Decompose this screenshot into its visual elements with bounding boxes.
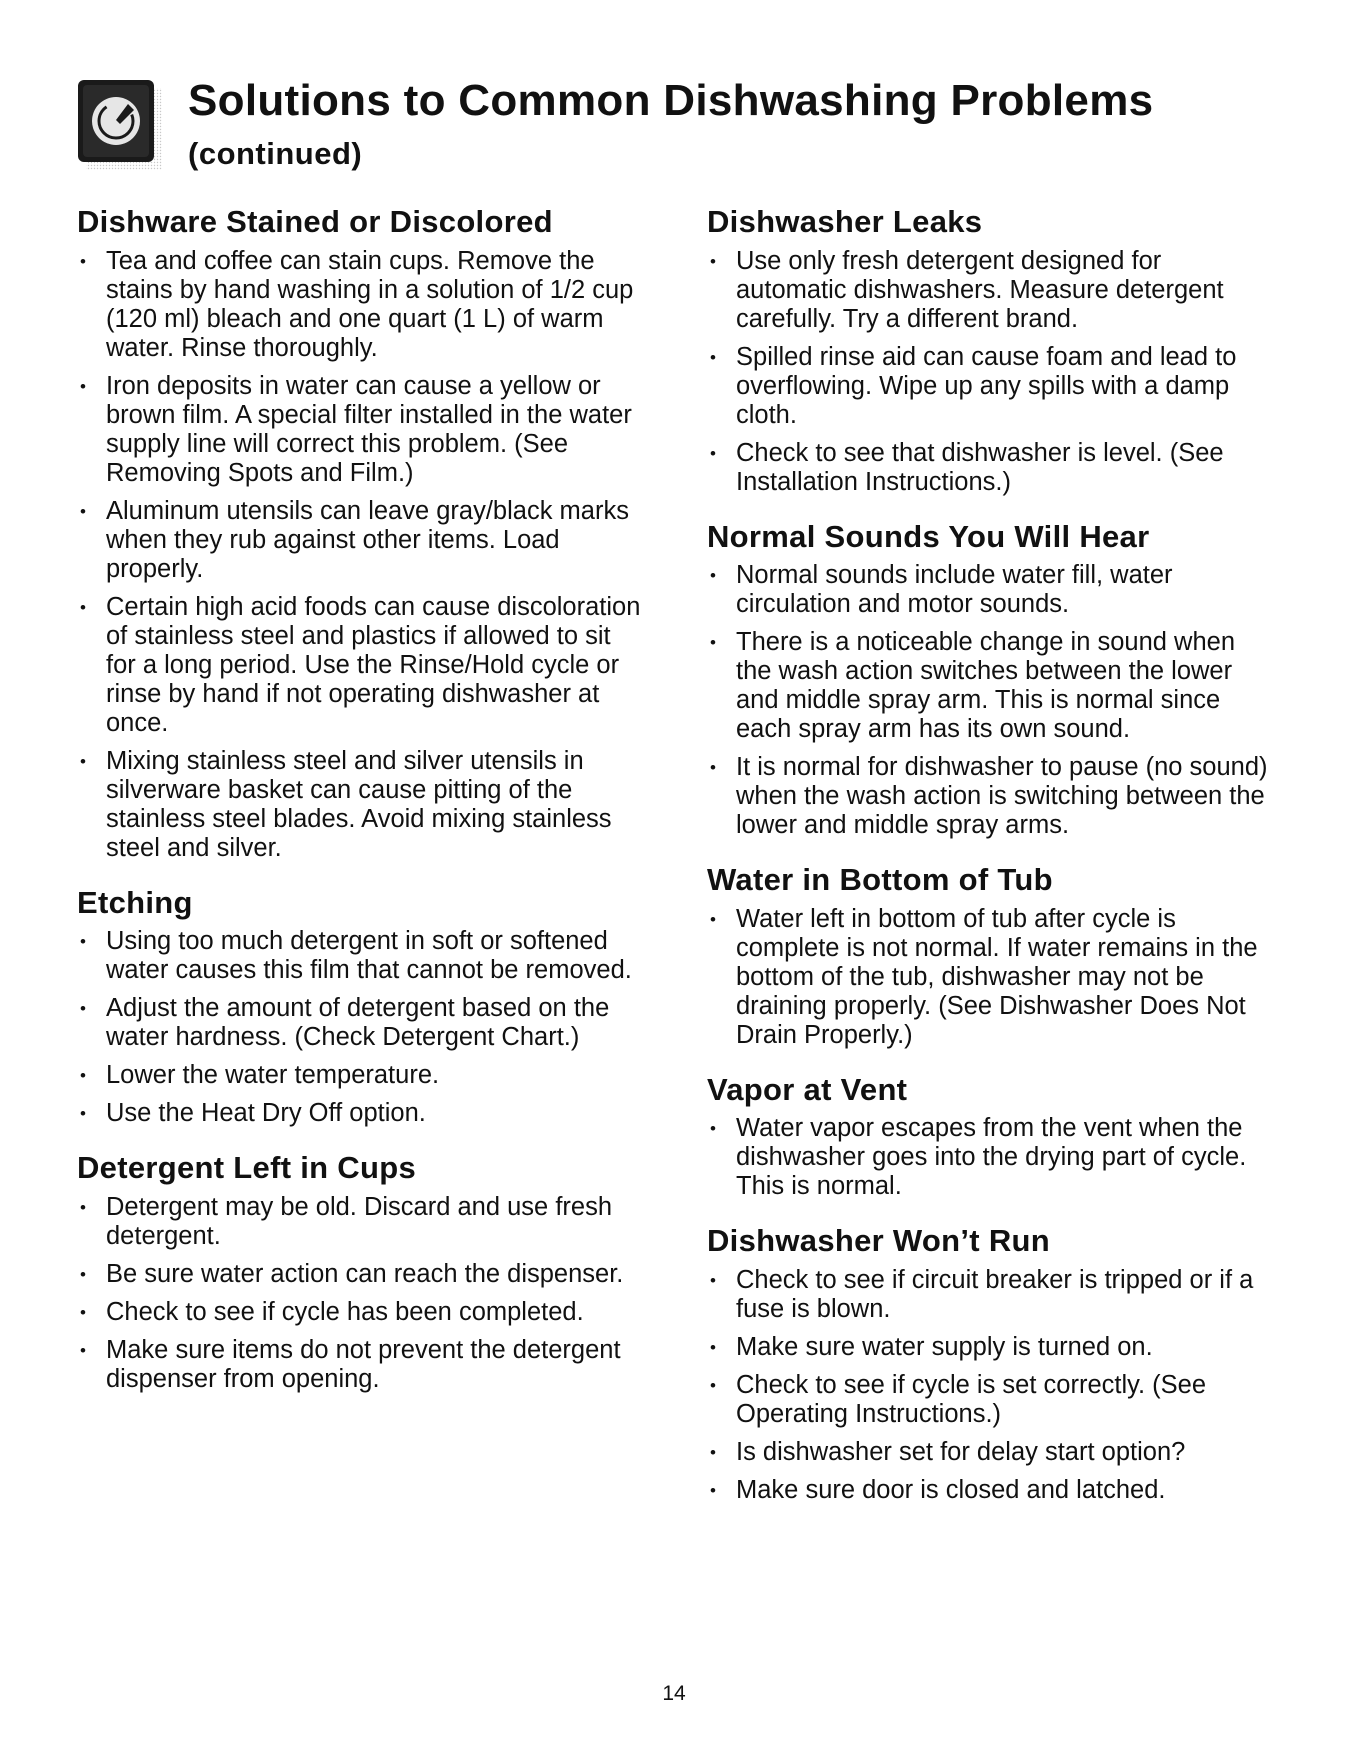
list-item: • Make sure door is closed and latched.: [707, 1476, 1277, 1505]
section-dishware-stained: [77, 204, 647, 863]
list-item: • Check to see if circuit breaker is tripped or if a fuse is blown.: [707, 1266, 1277, 1324]
bullet-list: [77, 1193, 647, 1394]
section-title: Etching: [77, 884, 193, 920]
list-item: • Make sure water supply is turned on.: [707, 1333, 1277, 1362]
section-vapor-at-vent: [707, 1072, 1277, 1202]
section-title: Detergent Left in Cups: [77, 1150, 417, 1186]
list-item: • Mixing stainless steel and silver utensils in silverware basket can cause pitting of the stainless steel blades. Avoid mixing stainless steel and silver.: [77, 747, 647, 863]
bullet-list: [77, 247, 647, 863]
list-item: • It is normal for dishwasher to pause (no sound) when the wash action is switching between the lower and middle spray arms.: [707, 753, 1277, 840]
section-detergent-left: [77, 1150, 647, 1394]
troubleshooting-icon: [78, 80, 162, 170]
section-normal-sounds: [707, 519, 1277, 841]
list-item: • Detergent may be old. Discard and use fresh detergent.: [77, 1193, 647, 1251]
bullet-list: [707, 247, 1277, 497]
list-item: • Adjust the amount of detergent based on the water hardness. (Check Detergent Chart.): [77, 994, 647, 1052]
bullet-list: [707, 1114, 1277, 1201]
section-title: Vapor at Vent: [707, 1071, 908, 1107]
section-title: Dishwasher Won’t Run: [707, 1223, 1051, 1259]
section-etching: [77, 885, 647, 1129]
page-number: 14: [662, 1682, 686, 1705]
list-item: • Use only fresh detergent designed for automatic dishwashers. Measure detergent carefully. Try a different brand.: [707, 247, 1277, 334]
list-item: • Make sure items do not prevent the detergent dispenser from opening.: [77, 1336, 647, 1394]
list-item: • Water vapor escapes from the vent when the dishwasher goes into the drying part of cycle. This is normal.: [707, 1114, 1277, 1201]
section-title: Dishware Stained or Discolored: [77, 204, 553, 239]
list-item: • Check to see if cycle is set correctly. (See Operating Instructions.): [707, 1371, 1277, 1429]
list-item: • Iron deposits in water can cause a yellow or brown film. A special filter installed in the water supply line will correct this problem. (See Removing Spots and Film.): [77, 372, 647, 488]
list-item: • Check to see that dishwasher is level. (See Installation Instructions.): [707, 439, 1277, 497]
list-item: • Normal sounds include water fill, water circulation and motor sounds.: [707, 561, 1277, 619]
list-item: • There is a noticeable change in sound when the wash action switches between the lower and middle spray arm. This is normal since each spray arm has its own sound.: [707, 628, 1277, 744]
left-column: [77, 204, 647, 1416]
right-column: [707, 204, 1277, 1527]
list-item: • Use the Heat Dry Off option.: [77, 1099, 647, 1128]
page-subtitle: (continued): [188, 136, 363, 171]
section-title: Water in Bottom of Tub: [707, 862, 1053, 898]
list-item: • Lower the water temperature.: [77, 1061, 647, 1090]
bullet-list: [77, 927, 647, 1128]
section-dishwasher-leaks: [707, 204, 1277, 497]
page-title: Solutions to Common Dishwashing Problems: [188, 76, 1154, 125]
list-item: • Water left in bottom of tub after cycle is complete is not normal. If water remains in the bottom of the tub, dishwasher may not be draining properly. (See Dishwasher Does Not Drain Properly.): [707, 905, 1277, 1050]
bullet-list: [707, 1266, 1277, 1505]
list-item: • Is dishwasher set for delay start option?: [707, 1438, 1277, 1467]
section-title: Normal Sounds You Will Hear: [707, 518, 1150, 554]
section-title: Dishwasher Leaks: [707, 204, 983, 239]
list-item: • Certain high acid foods can cause discoloration of stainless steel and plastics if allowed to sit for a long period. Use the Rinse/Hold cycle or rinse by hand if not operating dishwasher at once.: [77, 593, 647, 738]
bullet-list: [707, 561, 1277, 840]
page-header: [78, 68, 1278, 178]
section-water-in-bottom: [707, 862, 1277, 1050]
list-item: • Spilled rinse aid can cause foam and lead to overflowing. Wipe up any spills with a damp cloth.: [707, 343, 1277, 430]
list-item: • Using too much detergent in soft or softened water causes this film that cannot be removed.: [77, 927, 647, 985]
list-item: • Check to see if cycle has been completed.: [77, 1298, 647, 1327]
list-item: • Tea and coffee can stain cups. Remove the stains by hand washing in a solution of 1/2 cup (120 ml) bleach and one quart (1 L) of warm water. Rinse thoroughly.: [77, 247, 647, 363]
list-item: • Be sure water action can reach the dispenser.: [77, 1260, 647, 1289]
section-wont-run: [707, 1223, 1277, 1505]
bullet-list: [707, 905, 1277, 1050]
list-item: • Aluminum utensils can leave gray/black marks when they rub against other items. Load properly.: [77, 497, 647, 584]
